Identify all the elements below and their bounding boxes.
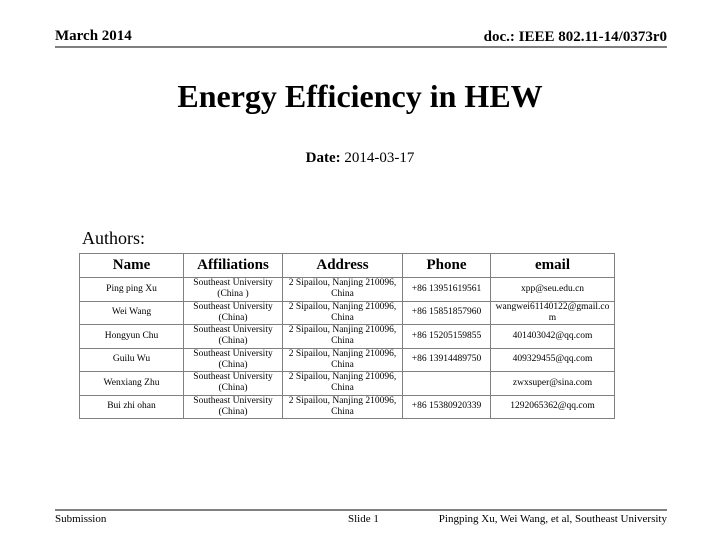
author-phone: +86 15851857960 xyxy=(403,301,491,325)
author-affiliation: Southeast University (China) xyxy=(184,301,283,325)
table-row xyxy=(80,301,615,325)
author-name: Hongyun Chu xyxy=(80,325,184,349)
author-address: 2 Sipailou, Nanjing 210096, China xyxy=(283,325,403,349)
authors-heading: Authors: xyxy=(82,228,145,248)
author-phone: +86 15205159855 xyxy=(403,325,491,349)
author-address: 2 Sipailou, Nanjing 210096, China xyxy=(283,278,403,302)
column-header-email: email xyxy=(491,254,615,278)
table-header-row xyxy=(80,254,615,278)
header-divider xyxy=(55,46,667,48)
footer-submission: Submission xyxy=(55,513,107,525)
author-name: Wenxiang Zhu xyxy=(80,372,184,396)
date-line xyxy=(0,150,720,167)
table-row xyxy=(80,278,615,302)
author-address: 2 Sipailou, Nanjing 210096, China xyxy=(283,372,403,396)
slide-title: Energy Efficiency in HEW xyxy=(177,78,543,114)
table-row xyxy=(80,372,615,396)
author-affiliation: Southeast University (China) xyxy=(184,325,283,349)
author-name: Ping ping Xu xyxy=(80,278,184,302)
table-row xyxy=(80,325,615,349)
authors-table xyxy=(79,253,615,419)
author-affiliation: Southeast University (China) xyxy=(184,372,283,396)
column-header-phone: Phone xyxy=(403,254,491,278)
author-affiliation: Southeast University (China ) xyxy=(184,278,283,302)
author-phone: +86 13914489750 xyxy=(403,348,491,372)
author-address: 2 Sipailou, Nanjing 210096, China xyxy=(283,395,403,419)
author-name: Bui zhi ohan xyxy=(80,395,184,419)
author-email: 409329455@qq.com xyxy=(491,348,615,372)
column-header-address: Address xyxy=(283,254,403,278)
author-email: xpp@seu.edu.cn xyxy=(491,278,615,302)
author-email: 1292065362@qq.com xyxy=(491,395,615,419)
table-row xyxy=(80,395,615,419)
author-email: 401403042@qq.com xyxy=(491,325,615,349)
column-header-affiliations: Affiliations xyxy=(184,254,283,278)
author-name: Wei Wang xyxy=(80,301,184,325)
author-address: 2 Sipailou, Nanjing 210096, China xyxy=(283,301,403,325)
author-affiliation: Southeast University (China) xyxy=(184,348,283,372)
column-header-name: Name xyxy=(80,254,184,278)
author-phone: +86 13951619561 xyxy=(403,278,491,302)
date-label: Date: xyxy=(305,150,341,166)
table-row xyxy=(80,348,615,372)
author-phone xyxy=(403,372,491,396)
author-phone: +86 15380920339 xyxy=(403,395,491,419)
date-value: 2014-03-17 xyxy=(344,150,415,166)
author-name: Guilu Wu xyxy=(80,348,184,372)
author-email: wangwei61140122@gmail.com xyxy=(491,301,615,325)
footer-authors: Pingping Xu, Wei Wang, et al, Southeast University xyxy=(438,513,667,525)
footer-divider xyxy=(55,509,667,511)
author-affiliation: Southeast University (China) xyxy=(184,395,283,419)
author-email: zwxsuper@sina.com xyxy=(491,372,615,396)
header-date: March 2014 xyxy=(55,28,132,44)
author-address: 2 Sipailou, Nanjing 210096, China xyxy=(283,348,403,372)
header-doc-id: doc.: IEEE 802.11-14/0373r0 xyxy=(483,29,667,45)
footer-slide-number: Slide 1 xyxy=(348,513,379,525)
